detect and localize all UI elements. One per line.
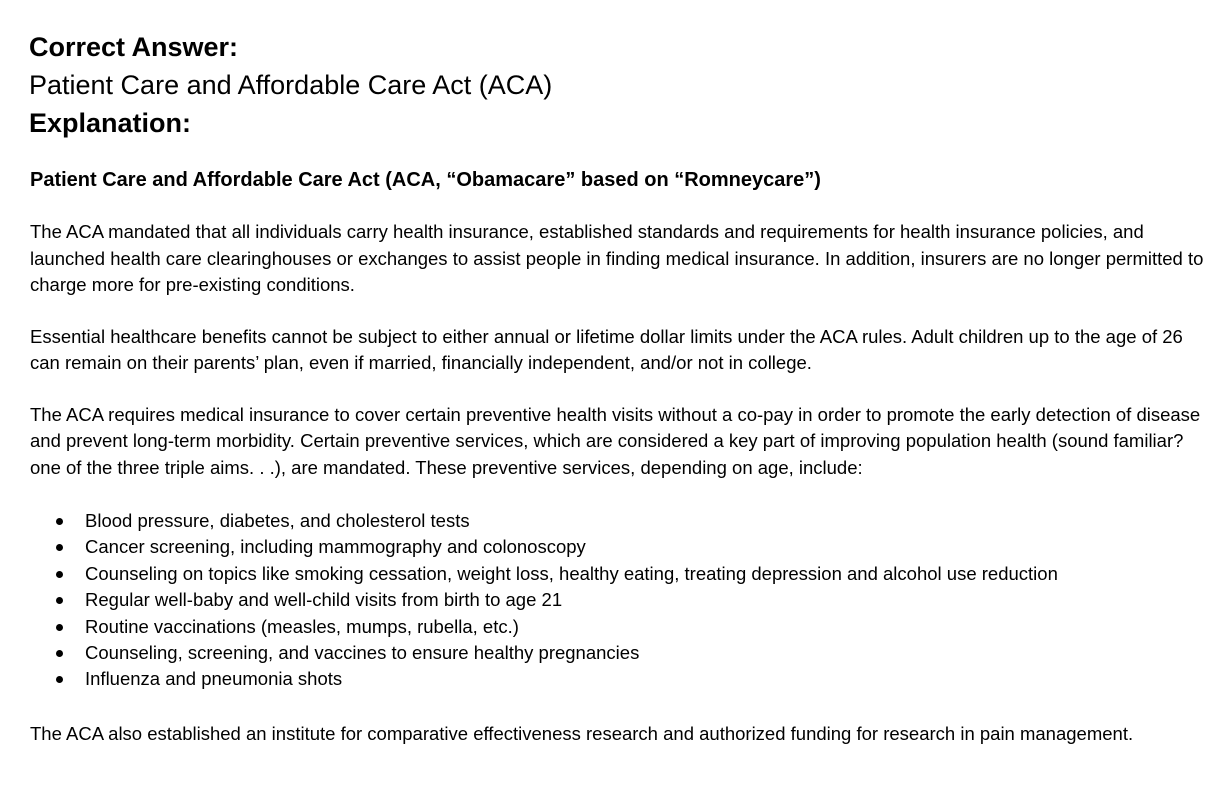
list-item-text: Influenza and pneumonia shots xyxy=(85,668,343,690)
list-item-text: Counseling on topics like smoking cessation, weight loss, healthy eating, treating depression and alcohol use reduction xyxy=(85,562,1058,584)
list-item xyxy=(29,666,1209,692)
paragraph-mandates: The ACA mandated that all individuals carry health insurance, established standards and requirements for health insurance policies, and launched health care clearinghouses or exchanges to assist people in finding medical insurance. In addition, insurers are no longer permitted to charge more for pre-existing conditions. xyxy=(30,221,1204,295)
document-page xyxy=(29,28,1209,747)
explanation-label: Explanation: xyxy=(29,108,192,138)
bullet-icon xyxy=(56,571,63,578)
bullet-icon xyxy=(56,676,63,683)
preventive-services-list xyxy=(29,508,1209,693)
paragraph-benefits: Essential healthcare benefits cannot be subject to either annual or lifetime dollar limits under the ACA rules. Adult children up to the age of 26 can remain on their parents’ plan, even if married, financially independent, and/or not in college. xyxy=(30,325,1183,373)
bullet-icon xyxy=(56,624,63,631)
list-item-text: Blood pressure, diabetes, and cholesterol tests xyxy=(85,510,470,531)
list-item xyxy=(29,640,1209,666)
list-item-text: Routine vaccinations (measles, mumps, rubella, etc.) xyxy=(85,615,519,637)
list-item xyxy=(29,614,1209,640)
bullet-icon xyxy=(56,650,63,657)
list-item xyxy=(29,508,1209,534)
explanation-title: Patient Care and Affordable Care Act (ACA, “Obamacare” based on “Romneycare”) xyxy=(30,169,821,191)
list-item xyxy=(29,561,1209,587)
correct-answer-text: Patient Care and Affordable Care Act (ACA) xyxy=(29,70,553,100)
paragraph-closing: The ACA also established an institute for comparative effectiveness research and authorized funding for research in pain management. xyxy=(30,722,1134,744)
list-item xyxy=(29,587,1209,613)
list-item xyxy=(29,534,1209,560)
list-item-text: Cancer screening, including mammography and colonoscopy xyxy=(85,536,586,558)
list-item-text: Regular well-baby and well-child visits from birth to age 21 xyxy=(85,589,563,611)
bullet-icon xyxy=(56,544,63,551)
paragraph-preventive: The ACA requires medical insurance to cover certain preventive health visits without a co-pay in order to promote the early detection of disease and prevent long-term morbidity. Certain preventive services, which are considered a key part of improving population health (sound familiar? one of the three triple aims. . .), are mandated. These preventive services, depending on age, include: xyxy=(30,403,1201,478)
bullet-icon xyxy=(56,518,63,525)
correct-answer-label: Correct Answer: xyxy=(29,32,239,62)
bullet-icon xyxy=(56,597,63,604)
list-item-text: Counseling, screening, and vaccines to ensure healthy pregnancies xyxy=(85,642,640,664)
